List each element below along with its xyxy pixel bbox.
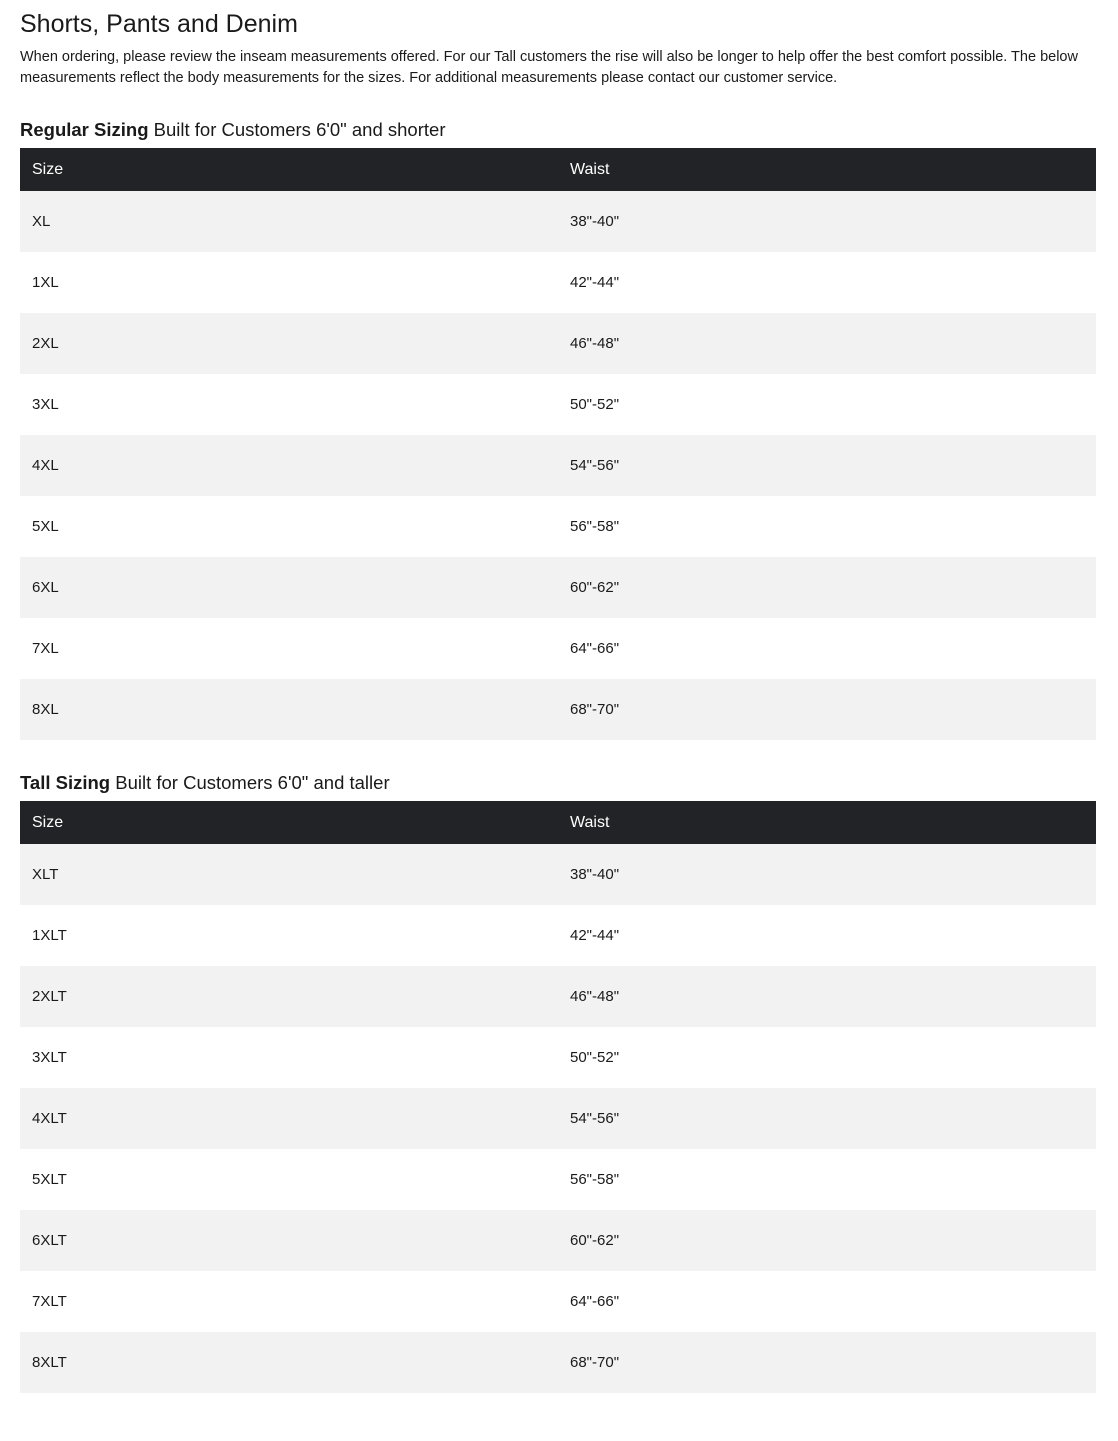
size-cell: 2XL	[32, 335, 59, 352]
waist-cell: 64"-66"	[570, 640, 620, 657]
table-row	[20, 1210, 1096, 1271]
size-cell: 1XL	[32, 274, 59, 291]
size-chart-page	[20, 0, 1096, 1393]
size-cell: 3XLT	[32, 1049, 67, 1066]
size-cell: 4XLT	[32, 1110, 67, 1127]
table-row	[20, 966, 1096, 1027]
table-row	[20, 844, 1096, 905]
table-row	[20, 679, 1096, 740]
table-row	[20, 618, 1096, 679]
waist-cell: 54"-56"	[570, 1110, 620, 1127]
table-row	[20, 435, 1096, 496]
waist-cell: 42"-44"	[570, 927, 620, 944]
intro-paragraph: When ordering, please review the inseam measurements offered. For our Tall customers the rise will also be longer to help offer the best comfort possible. The below measurements reflect the body measurements for the sizes. For additional measurements please contact our customer service.	[20, 49, 1078, 86]
waist-cell: 54"-56"	[570, 457, 620, 474]
table-header-row	[20, 148, 1096, 191]
table-row	[20, 905, 1096, 966]
waist-cell: 42"-44"	[570, 274, 620, 291]
tall-sizing-heading-text: Built for Customers 6'0" and taller	[110, 772, 390, 793]
waist-cell: 38"-40"	[570, 213, 620, 230]
size-cell: XLT	[32, 866, 59, 883]
table-row	[20, 496, 1096, 557]
size-cell: 8XL	[32, 701, 59, 718]
waist-cell: 46"-48"	[570, 335, 620, 352]
size-cell: 3XL	[32, 396, 59, 413]
column-header-size: Size	[32, 813, 64, 831]
table-row	[20, 374, 1096, 435]
table-row	[20, 191, 1096, 252]
table-row	[20, 557, 1096, 618]
regular-sizing-heading-text: Built for Customers 6'0" and shorter	[148, 119, 446, 140]
waist-cell: 50"-52"	[570, 396, 620, 413]
waist-cell: 60"-62"	[570, 579, 620, 596]
size-cell: 6XLT	[32, 1232, 67, 1249]
tall-sizing-heading	[20, 771, 1096, 795]
regular-sizing-table	[20, 148, 1096, 740]
size-cell: 7XLT	[32, 1293, 67, 1310]
regular-sizing-heading	[20, 118, 1096, 142]
regular-sizing-heading-bold: Regular Sizing	[20, 119, 149, 140]
tall-sizing-table	[20, 801, 1096, 1393]
waist-cell: 68"-70"	[570, 701, 620, 718]
waist-cell: 50"-52"	[570, 1049, 620, 1066]
table-header-row	[20, 801, 1096, 844]
size-cell: XL	[32, 213, 51, 230]
waist-cell: 56"-58"	[570, 1171, 620, 1188]
column-header-waist: Waist	[570, 160, 610, 178]
table-row	[20, 252, 1096, 313]
column-header-size: Size	[32, 160, 64, 178]
table-row	[20, 1088, 1096, 1149]
size-cell: 1XLT	[32, 927, 67, 944]
table-row	[20, 313, 1096, 374]
waist-cell: 68"-70"	[570, 1354, 620, 1371]
table-row	[20, 1149, 1096, 1210]
size-cell: 7XL	[32, 640, 59, 657]
size-cell: 5XL	[32, 518, 59, 535]
size-cell: 6XL	[32, 579, 59, 596]
waist-cell: 56"-58"	[570, 518, 620, 535]
size-cell: 2XLT	[32, 988, 67, 1005]
table-row	[20, 1027, 1096, 1088]
size-cell: 4XL	[32, 457, 59, 474]
size-cell: 8XLT	[32, 1354, 67, 1371]
waist-cell: 38"-40"	[570, 866, 620, 883]
waist-cell: 60"-62"	[570, 1232, 620, 1249]
tall-sizing-heading-bold: Tall Sizing	[20, 772, 111, 793]
size-cell: 5XLT	[32, 1171, 67, 1188]
waist-cell: 64"-66"	[570, 1293, 620, 1310]
page-title: Shorts, Pants and Denim	[20, 10, 298, 38]
waist-cell: 46"-48"	[570, 988, 620, 1005]
column-header-waist: Waist	[570, 813, 610, 831]
table-row	[20, 1271, 1096, 1332]
table-row	[20, 1332, 1096, 1393]
